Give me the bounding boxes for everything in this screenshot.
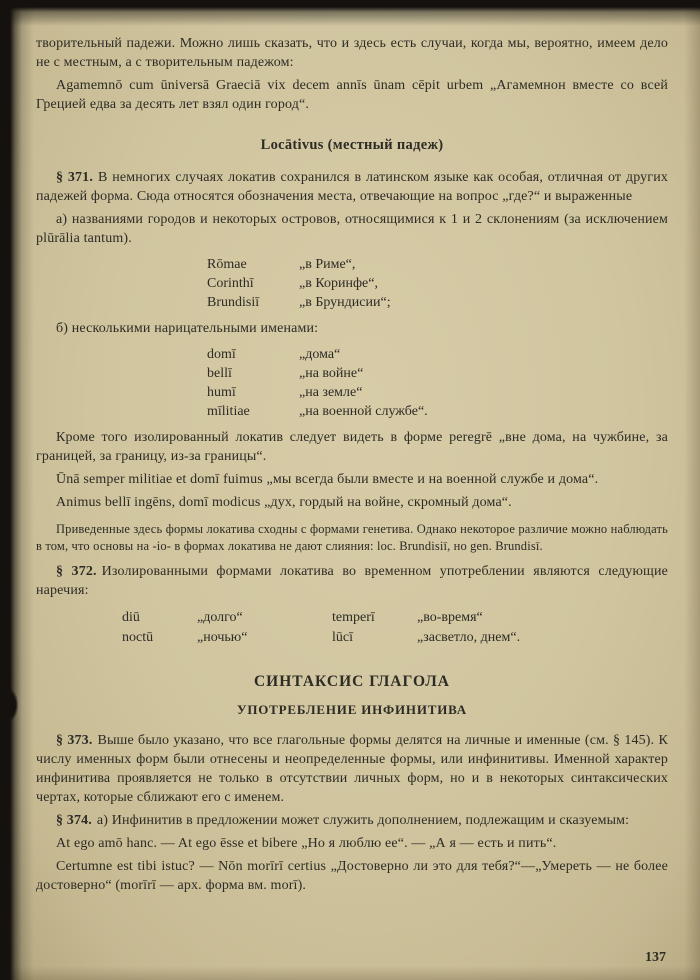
page-number: 137 — [645, 950, 666, 965]
word-row — [207, 274, 668, 293]
paragraph-instrumental-continuation: творительный падежи. Можно лишь сказать, что и здесь есть случаи, когда мы, вероятно, имеем дело не с местным, а с творительным падежом: — [36, 36, 668, 70]
russian-translation: „в Риме“, — [299, 257, 356, 272]
word-row — [207, 383, 668, 402]
locative-places-table — [36, 255, 668, 312]
russian-translation: „в Коринфе“, — [299, 276, 378, 291]
paragraph-animus-belli: Animus bellī ingēns, domī modicus „дух, гордый на войне, скромный дома“. — [56, 495, 512, 510]
paragraph-certumne-example: Certumne est tibi istuc? — Nōn morīrī certius „Достоверно ли это для тебя?“—„Умереть — не более достоверно“ (morīrī — арх. форма вм. morī). — [36, 859, 668, 893]
word-row — [207, 345, 668, 364]
section-374-number: § 374. — [56, 813, 92, 828]
section-373-number: § 373. — [56, 733, 93, 748]
scan-artifact-blob — [2, 688, 18, 722]
latin-word: Brundisiī — [207, 295, 260, 310]
latin-word: noctū — [122, 630, 154, 645]
section-371-text: В немногих случаях локатив сохранился в латинском языке как особая, отличная от других падежей форма. Сюда относятся обозначения места, отвечающие на вопрос „где?“ и выраженные — [36, 170, 668, 204]
section-371-number: § 371. — [56, 170, 93, 185]
word-row — [207, 293, 668, 312]
scan-edge-top — [0, 0, 700, 26]
paragraph-genitive-note: Приведенные здесь формы локатива сходны с формами генетива. Однако некоторое различие можно наблюдать в том, что основы на -io- в формах локатива не дают слияния: loc. Brundisiī, но gen. Brundisī. — [36, 522, 668, 553]
latin-word: domī — [207, 347, 236, 362]
russian-translation: „на военной службе“. — [299, 404, 428, 419]
russian-translation: „на земле“ — [299, 385, 363, 400]
latin-word: Corinthī — [207, 276, 254, 291]
word-row — [207, 402, 668, 421]
russian-translation: „на войне“ — [299, 366, 364, 381]
latin-word: mīlitiae — [207, 404, 250, 419]
latin-word: lūcī — [332, 630, 353, 645]
section-372-text: Изолированными формами локатива во временном употреблении являются следующие наречия: — [36, 564, 668, 598]
russian-translation: „в Брундисии“; — [299, 295, 391, 310]
paragraph-371-item-b: б) несколькими нарицательными именами: — [56, 321, 319, 336]
paragraph-at-ego-example: At ego amō hanc. — At ego ēsse et bibere „Но я люблю ее“. — „А я — есть и пить“. — [56, 836, 557, 851]
heading-infinitive-usage: УПОТРЕБЛЕНИЕ ИНФИНИТИВА — [237, 702, 467, 717]
latin-word: temperī — [332, 610, 375, 625]
paragraph-section-371 — [36, 168, 668, 206]
latin-word: humī — [207, 385, 236, 400]
latin-word: diū — [122, 610, 140, 625]
heading-verb-syntax: СИНТАКСИС ГЛАГОЛА — [253, 673, 450, 690]
word-row — [207, 364, 668, 383]
latin-word: Rōmae — [207, 257, 247, 272]
scan-edge-right — [684, 0, 700, 980]
locative-common-nouns-table — [36, 345, 668, 421]
section-372-number: § 372. — [56, 564, 97, 579]
adverb-row — [122, 628, 668, 648]
paragraph-agamemno-example: Agamemnō cum ūniversā Graeciā vix decem annīs ūnam cēpit urbem „Агамемнон вместе со всей Грецией едва за десять лет взял один город“. — [36, 78, 668, 112]
russian-translation: „долго“ — [197, 610, 243, 625]
adverb-row — [122, 608, 668, 628]
page-text-block — [36, 34, 668, 950]
paragraph-section-374 — [36, 811, 668, 830]
latin-word: bellī — [207, 366, 232, 381]
heading-locativus: Locātivus (местный падеж) — [260, 137, 444, 153]
paragraph-371-item-a: а) названиями городов и некоторых островов, относящимися к 1 и 2 склонениям (за исключением plūrālia tantum). — [36, 212, 668, 246]
paragraph-section-373 — [36, 731, 668, 807]
paragraph-una-semper: Ūnā semper militiae et domī fuimus „мы всегда были вместе и на военной службе и дома“. — [56, 472, 599, 487]
scan-edge-left — [0, 0, 34, 980]
paragraph-section-372 — [36, 562, 668, 600]
word-row — [207, 255, 668, 274]
paragraph-peregre: Кроме того изолированный локатив следует видеть в форме peregrē „вне дома, на чужбине, за границей, за границу, из-за границы“. — [36, 430, 668, 464]
locative-adverbs-table — [36, 608, 668, 648]
russian-translation: „засветло, днем“. — [417, 630, 521, 645]
scan-edge-bottom — [0, 966, 700, 980]
section-374-text: а) Инфинитив в предложении может служить дополнением, подлежащим и сказуемым: — [96, 813, 630, 828]
russian-translation: „ночью“ — [197, 630, 248, 645]
russian-translation: „во-время“ — [417, 610, 483, 625]
russian-translation: „дома“ — [299, 347, 341, 362]
section-373-text: Выше было указано, что все глагольные формы делятся на личные и именные (см. § 145). К числу именных форм были отнесены и неопределенные формы, или инфинитивы. Именной характер инфинитива проявляется не только в отсутствии личных форм, но и в некоторых синтаксических чертах, которые сближают его с именем. — [36, 733, 668, 805]
